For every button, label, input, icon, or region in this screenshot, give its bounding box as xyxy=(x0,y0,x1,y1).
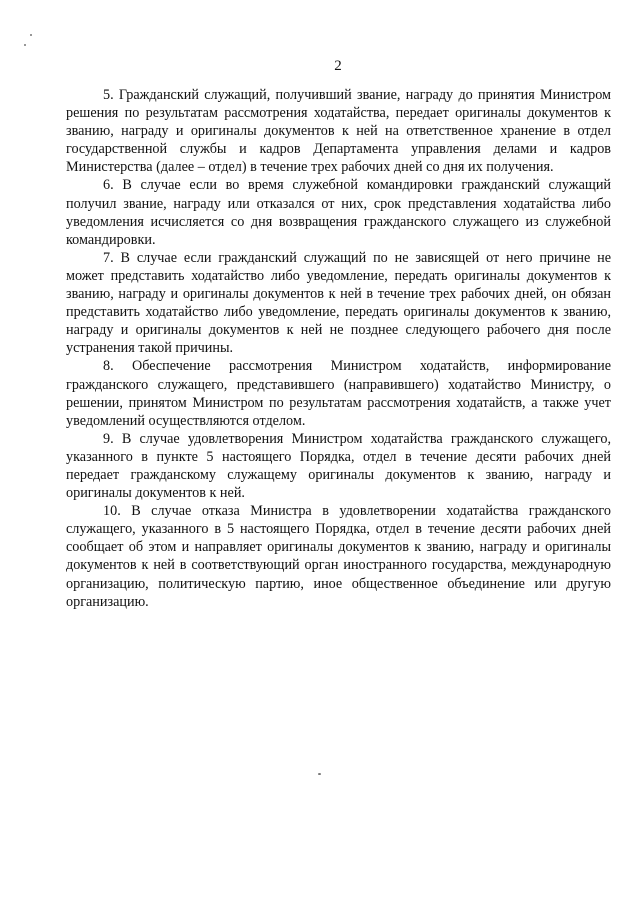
scan-speck xyxy=(30,34,32,36)
paragraph-7: 7. В случае если гражданский служащий по не зависящей от него причине не может представить ходатайство либо уведомление, передать оригиналы документов к званию, награду и оригиналы документов к ней в течение трех рабочих дней, он обязан представить ходатайство либо уведомление, передать оригиналы документов к званию, награду и оригиналы документов к ней не позднее следующего рабочего дня после устранения такой причины. xyxy=(66,249,611,357)
paragraph-9: 9. В случае удовлетворения Министром ходатайства гражданского служащего, указанного в пункте 5 настоящего Порядка, отдел в течение десяти рабочих дней передает гражданскому служащему оригиналы документов к званию, награду и оригиналы документов к ней. xyxy=(66,430,611,502)
page-number: 2 xyxy=(334,58,342,74)
paragraph-8: 8. Обеспечение рассмотрения Министром ходатайств, информирование гражданского служащего, представившего (направившего) ходатайство Министру, о решении, принятом Министром по результатам рассмотрения ходатайств, а также учет уведомлений осуществляются отделом. xyxy=(66,358,611,429)
scan-speck xyxy=(318,773,321,775)
paragraph-6: 6. В случае если во время служебной командировки гражданский служащий получил звание, награду или отказался от них, срок представления ходатайства либо уведомления исчисляется со дня возвращения гражданского служащего из служебной командировки. xyxy=(66,177,611,248)
document-body xyxy=(66,86,611,611)
paragraph-5: 5. Гражданский служащий, получивший звание, награду до принятия Министром решения по результатам рассмотрения ходатайства, передает оригиналы документов к званию, награду и оригиналы документов к ней на ответственное хранение в отдел государственной службы и кадров Департамента управления делами и кадров Министерства (далее – отдел) в течение трех рабочих дней со дня их получения. xyxy=(66,87,611,176)
scan-speck xyxy=(24,44,26,46)
paragraph-10: 10. В случае отказа Министра в удовлетворении ходатайства гражданского служащего, указанного в 5 настоящего Порядка, отдел в течение десяти рабочих дней сообщает об этом и направляет оригиналы документов к званию, награду и оригиналы документов к ней в соответствующий орган иностранного государства, международную организацию, политическую партию, иное общественное объединение или другую организацию. xyxy=(66,503,611,610)
